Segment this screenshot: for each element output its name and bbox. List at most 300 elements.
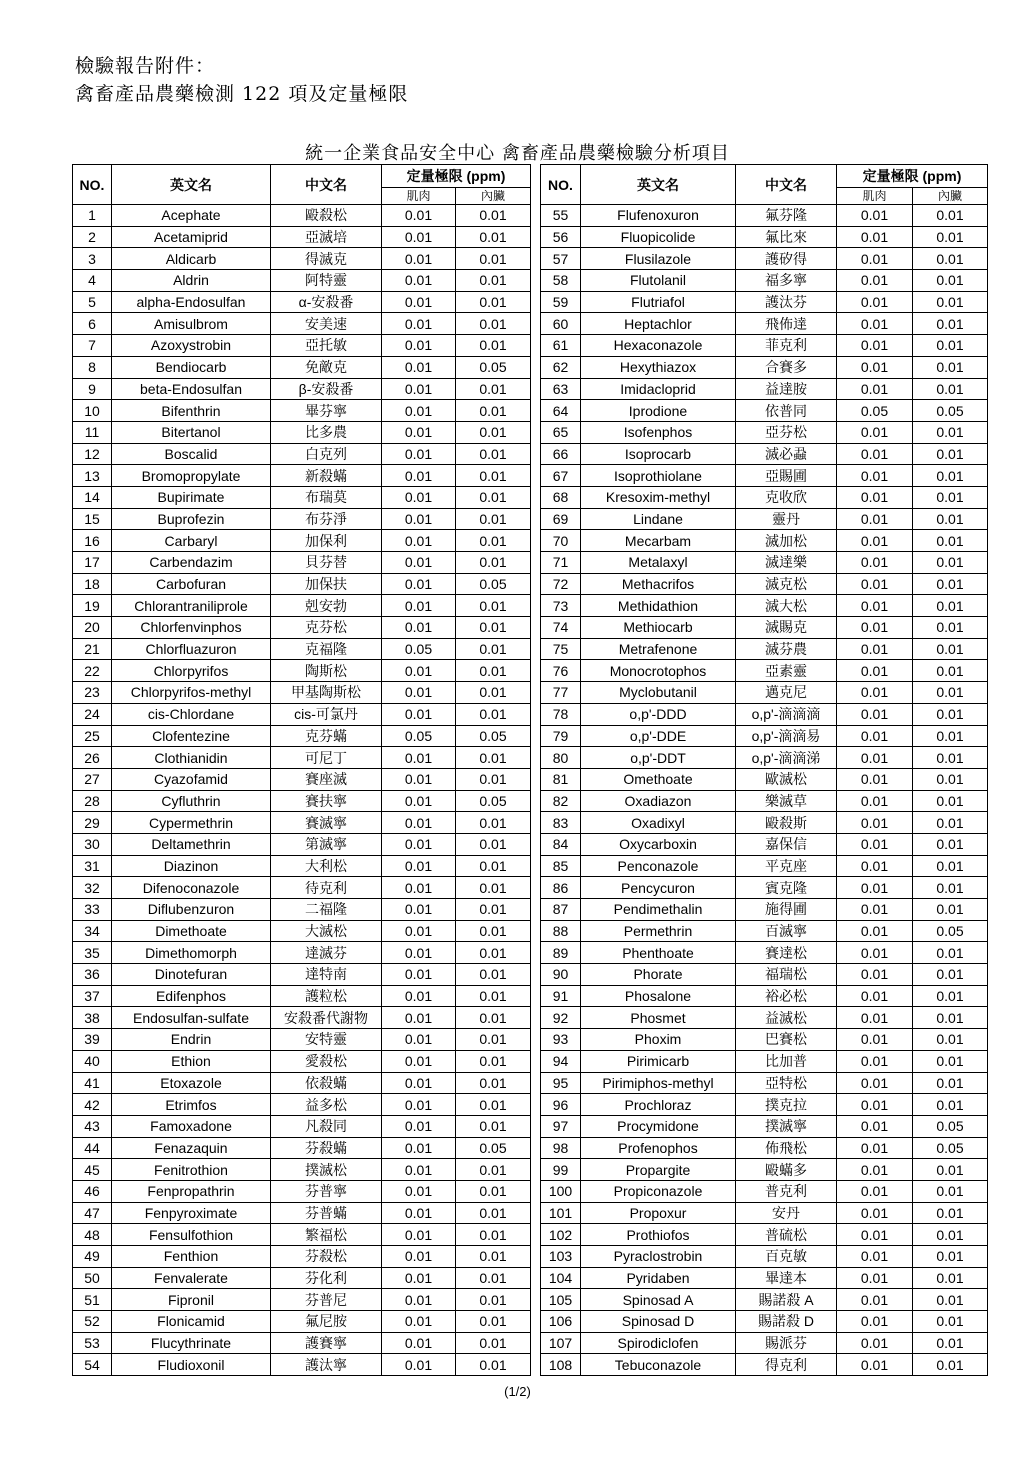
table-row (73, 682, 531, 704)
english-name: beta-Endosulfan (112, 378, 271, 400)
limit-organ: 0.01 (456, 833, 531, 855)
limit-muscle: 0.01 (382, 1267, 456, 1289)
chinese-name: 護矽得 (736, 248, 837, 270)
chinese-name: 歐滅松 (736, 768, 837, 790)
row-number: 57 (541, 248, 581, 270)
chinese-name: 福瑞松 (736, 964, 837, 986)
limit-muscle: 0.01 (382, 335, 456, 357)
chinese-name: 安丹 (736, 1202, 837, 1224)
table-row (541, 291, 988, 313)
limit-muscle: 0.01 (382, 812, 456, 834)
chinese-name: 安特靈 (271, 1029, 382, 1051)
limit-organ: 0.01 (913, 1050, 988, 1072)
col-header-limit: 定量極限 (ppm) (382, 165, 531, 188)
limit-organ: 0.01 (913, 270, 988, 292)
limit-muscle: 0.01 (382, 703, 456, 725)
row-number: 48 (73, 1224, 112, 1246)
limit-organ: 0.01 (913, 985, 988, 1007)
chinese-name: 貝芬替 (271, 552, 382, 574)
english-name: Flufenoxuron (581, 205, 736, 227)
english-name: Oxycarboxin (581, 833, 736, 855)
english-name: o,p'-DDE (581, 725, 736, 747)
row-number: 103 (541, 1246, 581, 1268)
row-number: 94 (541, 1050, 581, 1072)
limit-muscle: 0.01 (837, 595, 913, 617)
table-row (73, 1289, 531, 1311)
limit-muscle: 0.01 (837, 508, 913, 530)
limit-organ: 0.01 (913, 291, 988, 313)
limit-organ: 0.01 (456, 899, 531, 921)
chinese-name: 達特南 (271, 964, 382, 986)
table-row (73, 356, 531, 378)
chinese-name: 安殺番代謝物 (271, 1007, 382, 1029)
row-number: 17 (73, 552, 112, 574)
english-name: Isoprocarb (581, 443, 736, 465)
chinese-name: o,p'-滴滴涕 (736, 747, 837, 769)
table-row (541, 1094, 988, 1116)
limit-muscle: 0.01 (382, 617, 456, 639)
row-number: 25 (73, 725, 112, 747)
table-row (541, 226, 988, 248)
english-name: Fipronil (112, 1289, 271, 1311)
limit-muscle: 0.01 (837, 964, 913, 986)
col-header-muscle: 肌肉 (382, 188, 456, 205)
limit-muscle: 0.01 (382, 226, 456, 248)
limit-organ: 0.01 (456, 248, 531, 270)
english-name: Monocrotophos (581, 660, 736, 682)
english-name: Pyraclostrobin (581, 1246, 736, 1268)
limit-organ: 0.01 (456, 1159, 531, 1181)
chinese-name: o,p'-滴滴滴 (736, 703, 837, 725)
chinese-name: 賜諾殺 A (736, 1289, 837, 1311)
row-number: 100 (541, 1180, 581, 1202)
limit-organ: 0.01 (913, 1159, 988, 1181)
row-number: 31 (73, 855, 112, 877)
chinese-name: 百克敏 (736, 1246, 837, 1268)
limit-muscle: 0.01 (837, 1115, 913, 1137)
english-name: Bitertanol (112, 421, 271, 443)
english-name: Aldrin (112, 270, 271, 292)
limit-organ: 0.01 (456, 660, 531, 682)
chinese-name: cis-可氯丹 (271, 703, 382, 725)
chinese-name: 護粒松 (271, 985, 382, 1007)
row-number: 90 (541, 964, 581, 986)
row-number: 1 (73, 205, 112, 227)
table-row (73, 1007, 531, 1029)
table-row (73, 1094, 531, 1116)
english-name: Procymidone (581, 1115, 736, 1137)
table-row (541, 682, 988, 704)
english-name: Dinotefuran (112, 964, 271, 986)
chinese-name: 撲克拉 (736, 1094, 837, 1116)
table-row (73, 313, 531, 335)
table-row (541, 1311, 988, 1333)
chinese-name: α-安殺番 (271, 291, 382, 313)
table-row (73, 1202, 531, 1224)
limit-muscle: 0.01 (837, 291, 913, 313)
table-row (541, 335, 988, 357)
row-number: 63 (541, 378, 581, 400)
col-header-chinese-name: 中文名 (271, 165, 382, 205)
report-attachment-label: 檢驗報告附件： (75, 55, 216, 77)
limit-muscle: 0.01 (382, 1094, 456, 1116)
table-body-right (541, 205, 988, 1376)
row-number: 65 (541, 421, 581, 443)
table-row (541, 248, 988, 270)
english-name: Flucythrinate (112, 1332, 271, 1354)
english-name: Tebuconazole (581, 1354, 736, 1376)
limit-organ: 0.01 (456, 1224, 531, 1246)
table-row (541, 486, 988, 508)
english-name: Fenpyroximate (112, 1202, 271, 1224)
table-row (541, 1050, 988, 1072)
table-row (541, 790, 988, 812)
english-name: Clofentezine (112, 725, 271, 747)
english-name: Flusilazole (581, 248, 736, 270)
english-name: Spinosad A (581, 1289, 736, 1311)
table-row (73, 1246, 531, 1268)
page-number: (1/2) (504, 1384, 531, 1399)
chinese-name: 亞賜圃 (736, 465, 837, 487)
english-name: Pyridaben (581, 1267, 736, 1289)
chinese-name: 毆蟎多 (736, 1159, 837, 1181)
row-number: 47 (73, 1202, 112, 1224)
limit-muscle: 0.01 (382, 1115, 456, 1137)
limit-muscle: 0.01 (837, 465, 913, 487)
limit-organ: 0.05 (456, 1137, 531, 1159)
table-row (73, 226, 531, 248)
row-number: 43 (73, 1115, 112, 1137)
english-name: Endosulfan-sulfate (112, 1007, 271, 1029)
chinese-name: 畢達本 (736, 1267, 837, 1289)
limit-muscle: 0.01 (382, 378, 456, 400)
chinese-name: 克芬蟎 (271, 725, 382, 747)
chinese-name: 凡殺同 (271, 1115, 382, 1137)
limit-muscle: 0.01 (837, 1224, 913, 1246)
english-name: Fenthion (112, 1246, 271, 1268)
chinese-name: 芬殺蟎 (271, 1137, 382, 1159)
row-number: 29 (73, 812, 112, 834)
limit-muscle: 0.01 (382, 443, 456, 465)
table-row (541, 1180, 988, 1202)
english-name: Dimethomorph (112, 942, 271, 964)
limit-muscle: 0.01 (837, 660, 913, 682)
chinese-name: 邁克尼 (736, 682, 837, 704)
row-number: 66 (541, 443, 581, 465)
limit-organ: 0.01 (913, 356, 988, 378)
limit-organ: 0.01 (456, 530, 531, 552)
english-name: Prochloraz (581, 1094, 736, 1116)
limit-muscle: 0.01 (837, 1007, 913, 1029)
table-row (73, 899, 531, 921)
chinese-name: 阿特靈 (271, 270, 382, 292)
limit-organ: 0.01 (456, 1094, 531, 1116)
table-row (541, 703, 988, 725)
chinese-name: 依普同 (736, 400, 837, 422)
table-row (73, 248, 531, 270)
row-number: 51 (73, 1289, 112, 1311)
table-row (541, 964, 988, 986)
limit-muscle: 0.01 (837, 877, 913, 899)
row-number: 70 (541, 530, 581, 552)
limit-organ: 0.01 (913, 1094, 988, 1116)
english-name: Deltamethrin (112, 833, 271, 855)
row-number: 14 (73, 486, 112, 508)
table-row (73, 942, 531, 964)
table-row (73, 747, 531, 769)
row-number: 15 (73, 508, 112, 530)
limit-organ: 0.01 (913, 552, 988, 574)
table-row (73, 790, 531, 812)
limit-organ: 0.01 (456, 335, 531, 357)
row-number: 30 (73, 833, 112, 855)
limit-organ: 0.01 (456, 421, 531, 443)
table-row (541, 638, 988, 660)
limit-organ: 0.01 (913, 855, 988, 877)
row-number: 8 (73, 356, 112, 378)
table-row (73, 508, 531, 530)
row-number: 59 (541, 291, 581, 313)
limit-organ: 0.01 (913, 833, 988, 855)
limit-muscle: 0.01 (837, 1311, 913, 1333)
limit-muscle: 0.01 (382, 790, 456, 812)
limit-muscle: 0.01 (837, 421, 913, 443)
limit-muscle: 0.01 (837, 942, 913, 964)
english-name: Kresoxim-methyl (581, 486, 736, 508)
pesticide-table-left (72, 164, 531, 1376)
limit-organ: 0.01 (913, 226, 988, 248)
row-number: 80 (541, 747, 581, 769)
table-body-left (73, 205, 531, 1376)
limit-organ: 0.01 (456, 682, 531, 704)
table-row (73, 768, 531, 790)
limit-muscle: 0.01 (382, 291, 456, 313)
english-name: Buprofezin (112, 508, 271, 530)
limit-organ: 0.01 (456, 486, 531, 508)
limit-muscle: 0.01 (837, 270, 913, 292)
english-name: Carbofuran (112, 573, 271, 595)
chinese-name: 克芬松 (271, 617, 382, 639)
limit-muscle: 0.01 (382, 1332, 456, 1354)
row-number: 86 (541, 877, 581, 899)
table-row (541, 1007, 988, 1029)
chinese-name: 芬普寧 (271, 1180, 382, 1202)
limit-organ: 0.05 (456, 573, 531, 595)
english-name: Acetamiprid (112, 226, 271, 248)
english-name: Aldicarb (112, 248, 271, 270)
english-name: Boscalid (112, 443, 271, 465)
table-row (73, 1311, 531, 1333)
table-title: 統一企業食品安全中心 禽畜產品農藥檢驗分析項目 (305, 143, 730, 164)
chinese-name: 滅大松 (736, 595, 837, 617)
row-number: 97 (541, 1115, 581, 1137)
chinese-name: 繁福松 (271, 1224, 382, 1246)
limit-muscle: 0.01 (382, 660, 456, 682)
row-number: 38 (73, 1007, 112, 1029)
limit-organ: 0.01 (456, 1180, 531, 1202)
chinese-name: 比多農 (271, 421, 382, 443)
english-name: Fenazaquin (112, 1137, 271, 1159)
chinese-name: 普硫松 (736, 1224, 837, 1246)
limit-muscle: 0.01 (382, 855, 456, 877)
row-number: 37 (73, 985, 112, 1007)
limit-muscle: 0.01 (837, 682, 913, 704)
limit-organ: 0.01 (913, 595, 988, 617)
limit-organ: 0.01 (913, 530, 988, 552)
limit-organ: 0.01 (456, 291, 531, 313)
limit-organ: 0.01 (913, 335, 988, 357)
english-name: Isoprothiolane (581, 465, 736, 487)
limit-muscle: 0.01 (837, 1137, 913, 1159)
english-name: Prothiofos (581, 1224, 736, 1246)
english-name: Imidacloprid (581, 378, 736, 400)
chinese-name: 亞特松 (736, 1072, 837, 1094)
english-name: Etrimfos (112, 1094, 271, 1116)
row-number: 71 (541, 552, 581, 574)
table-row (73, 335, 531, 357)
limit-organ: 0.01 (456, 443, 531, 465)
limit-muscle: 0.01 (837, 725, 913, 747)
english-name: Fludioxonil (112, 1354, 271, 1376)
limit-muscle: 0.01 (837, 920, 913, 942)
chinese-name: 亞素靈 (736, 660, 837, 682)
row-number: 36 (73, 964, 112, 986)
limit-muscle: 0.01 (837, 248, 913, 270)
row-number: 61 (541, 335, 581, 357)
chinese-name: 芬普尼 (271, 1289, 382, 1311)
english-name: Flutolanil (581, 270, 736, 292)
table-row (73, 1137, 531, 1159)
row-number: 91 (541, 985, 581, 1007)
row-number: 44 (73, 1137, 112, 1159)
chinese-name: 福多寧 (736, 270, 837, 292)
chinese-name: 芬殺松 (271, 1246, 382, 1268)
table-row (73, 205, 531, 227)
row-number: 21 (73, 638, 112, 660)
table-row (541, 877, 988, 899)
chinese-name: 芬普蟎 (271, 1202, 382, 1224)
chinese-name: 第滅寧 (271, 833, 382, 855)
limit-muscle: 0.01 (837, 356, 913, 378)
row-number: 32 (73, 877, 112, 899)
limit-organ: 0.01 (913, 1267, 988, 1289)
row-number: 58 (541, 270, 581, 292)
limit-muscle: 0.01 (837, 1094, 913, 1116)
limit-muscle: 0.01 (382, 486, 456, 508)
row-number: 5 (73, 291, 112, 313)
limit-organ: 0.01 (913, 617, 988, 639)
limit-organ: 0.01 (456, 552, 531, 574)
row-number: 93 (541, 1029, 581, 1051)
chinese-name: 達滅芬 (271, 942, 382, 964)
english-name: alpha-Endosulfan (112, 291, 271, 313)
limit-muscle: 0.01 (837, 378, 913, 400)
row-number: 23 (73, 682, 112, 704)
limit-organ: 0.01 (456, 812, 531, 834)
row-number: 27 (73, 768, 112, 790)
english-name: Flutriafol (581, 291, 736, 313)
limit-muscle: 0.01 (837, 205, 913, 227)
table-row (73, 530, 531, 552)
table-row (541, 1159, 988, 1181)
row-number: 39 (73, 1029, 112, 1051)
limit-muscle: 0.01 (382, 920, 456, 942)
col-header-no: NO. (73, 165, 112, 205)
row-number: 77 (541, 682, 581, 704)
english-name: Metalaxyl (581, 552, 736, 574)
chinese-name: 飛佈達 (736, 313, 837, 335)
table-row (73, 855, 531, 877)
english-name: Hexythiazox (581, 356, 736, 378)
limit-organ: 0.01 (456, 985, 531, 1007)
col-header-english-name: 英文名 (581, 165, 736, 205)
limit-organ: 0.01 (456, 617, 531, 639)
limit-organ: 0.05 (456, 356, 531, 378)
table-row (541, 1332, 988, 1354)
chinese-name: 氟芬隆 (736, 205, 837, 227)
limit-muscle: 0.01 (382, 573, 456, 595)
limit-muscle: 0.01 (837, 1202, 913, 1224)
table-row (73, 1354, 531, 1376)
row-number: 105 (541, 1289, 581, 1311)
row-number: 53 (73, 1332, 112, 1354)
row-number: 42 (73, 1094, 112, 1116)
chinese-name: 大滅松 (271, 920, 382, 942)
limit-organ: 0.01 (913, 1180, 988, 1202)
row-number: 55 (541, 205, 581, 227)
english-name: Ethion (112, 1050, 271, 1072)
chinese-name: 氟尼胺 (271, 1311, 382, 1333)
limit-muscle: 0.01 (837, 812, 913, 834)
chinese-name: 二福隆 (271, 899, 382, 921)
limit-muscle: 0.01 (837, 1029, 913, 1051)
chinese-name: 待克利 (271, 877, 382, 899)
chinese-name: 賜諾殺 D (736, 1311, 837, 1333)
limit-organ: 0.01 (913, 248, 988, 270)
row-number: 3 (73, 248, 112, 270)
table-row (73, 552, 531, 574)
row-number: 19 (73, 595, 112, 617)
limit-muscle: 0.01 (382, 400, 456, 422)
english-name: Cyfluthrin (112, 790, 271, 812)
col-header-organ: 內臟 (456, 188, 531, 205)
chinese-name: 氟比來 (736, 226, 837, 248)
table-row (541, 747, 988, 769)
row-number: 81 (541, 768, 581, 790)
row-number: 89 (541, 942, 581, 964)
limit-muscle: 0.01 (382, 1224, 456, 1246)
limit-muscle: 0.01 (837, 1180, 913, 1202)
english-name: Carbaryl (112, 530, 271, 552)
chinese-name: 克收欣 (736, 486, 837, 508)
table-row (541, 899, 988, 921)
limit-organ: 0.01 (913, 747, 988, 769)
chinese-name: 施得圃 (736, 899, 837, 921)
limit-organ: 0.01 (456, 400, 531, 422)
row-number: 35 (73, 942, 112, 964)
limit-organ: 0.01 (913, 1246, 988, 1268)
limit-organ: 0.05 (913, 400, 988, 422)
limit-organ: 0.01 (456, 877, 531, 899)
english-name: Pirimicarb (581, 1050, 736, 1072)
limit-muscle: 0.01 (382, 1072, 456, 1094)
col-header-limit: 定量極限 (ppm) (837, 165, 988, 188)
row-number: 75 (541, 638, 581, 660)
english-name: Phenthoate (581, 942, 736, 964)
col-header-no: NO. (541, 165, 581, 205)
limit-organ: 0.01 (456, 508, 531, 530)
table-row (541, 1224, 988, 1246)
